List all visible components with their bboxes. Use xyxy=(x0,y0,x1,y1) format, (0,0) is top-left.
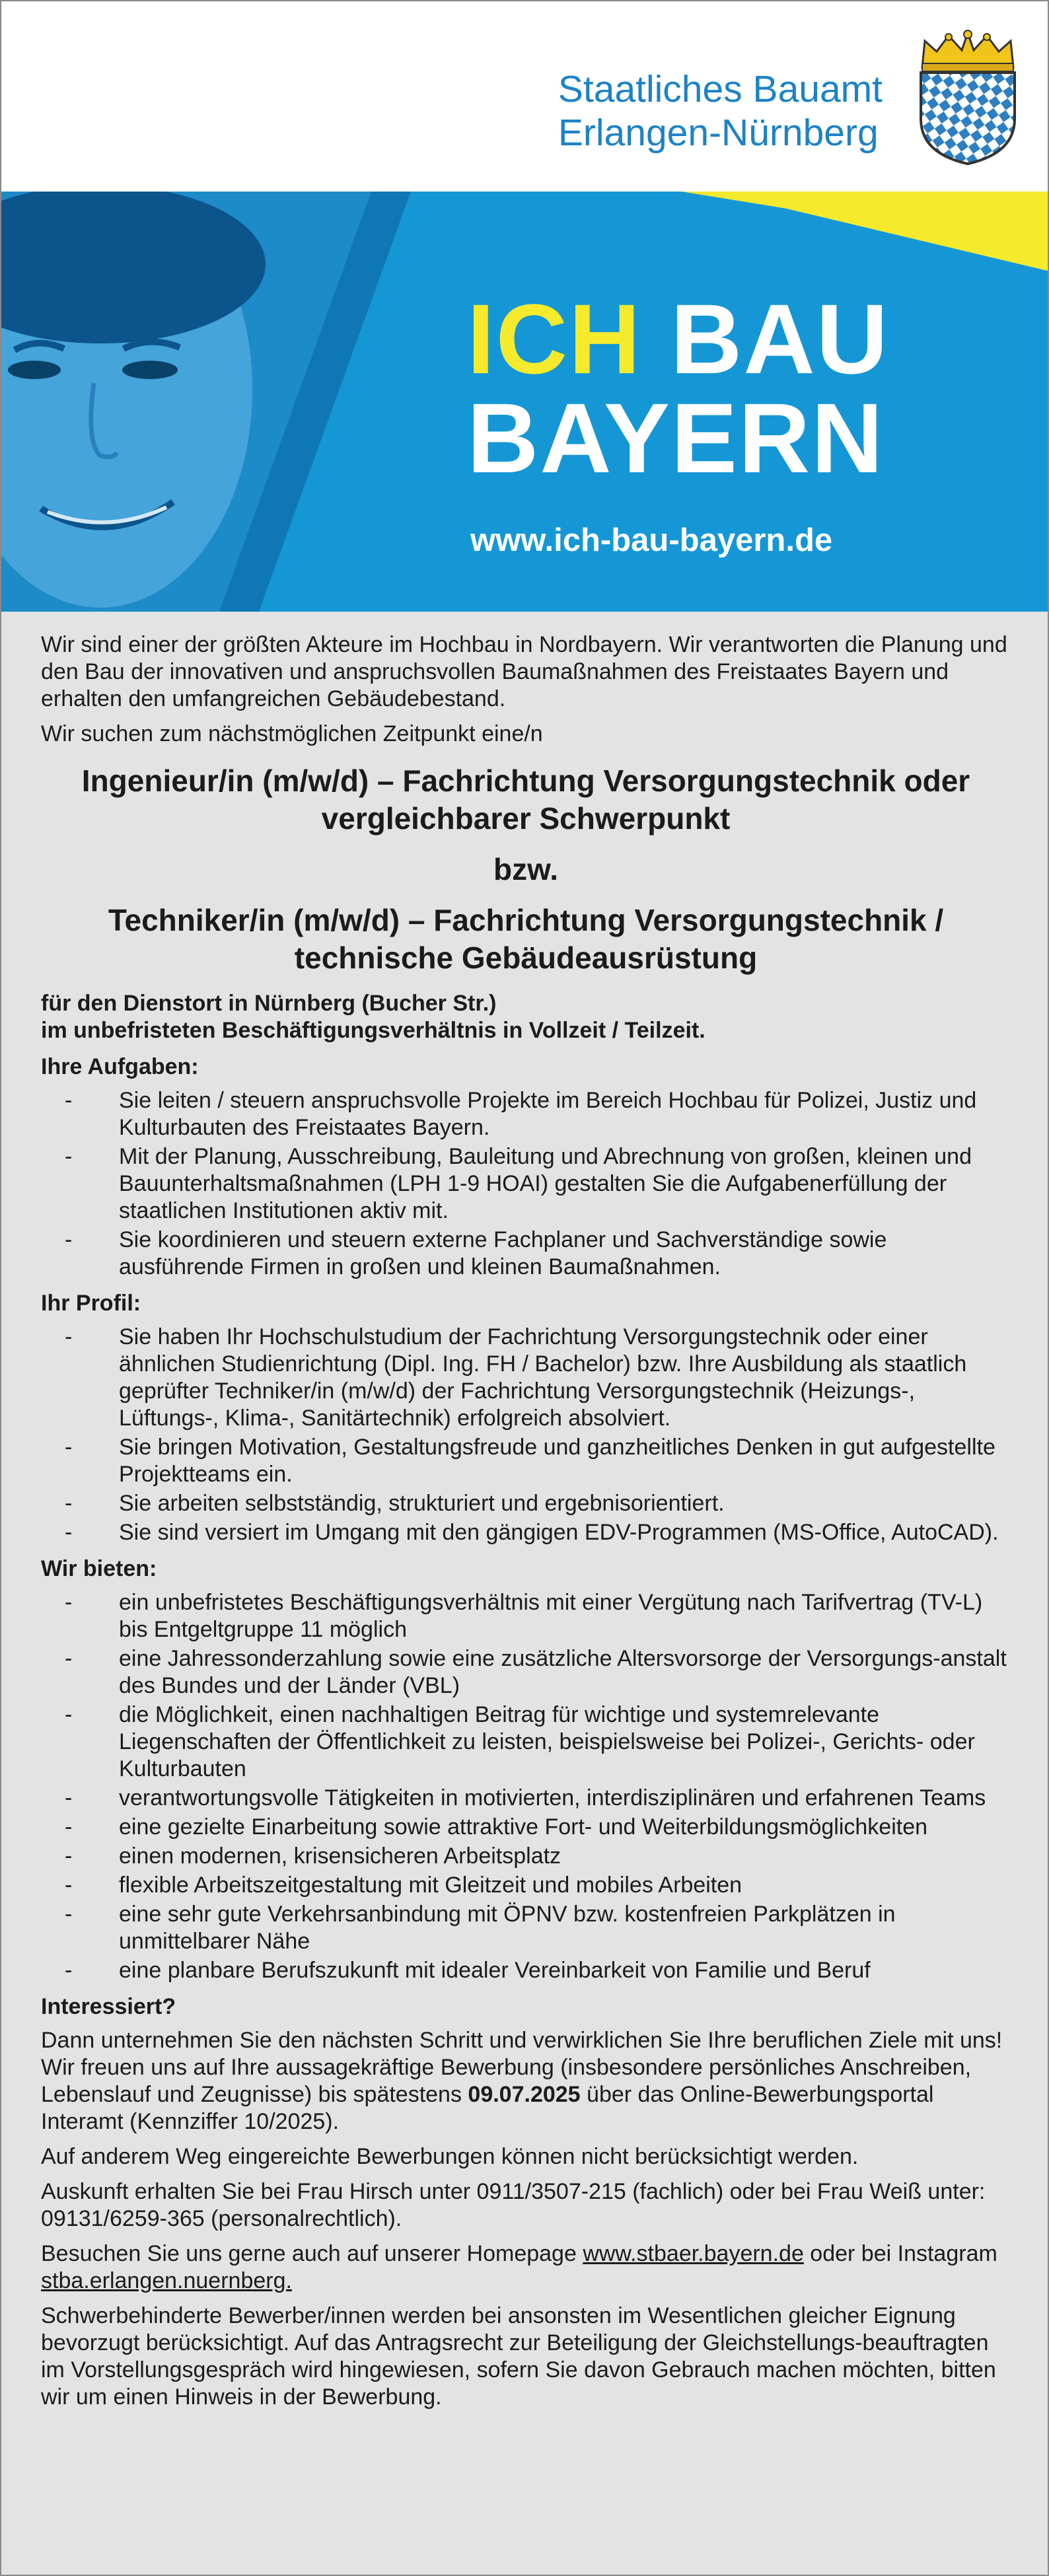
profile-heading: Ihr Profil: xyxy=(41,1291,141,1316)
header xyxy=(1,1,1048,192)
list-item: - Sie arbeiten selbstständig, strukturiert und ergebnisorientiert. xyxy=(41,1490,1011,1517)
list-item: - ein unbefristetes Beschäftigungsverhältnis mit einer Vergütung nach Tarifvertrag (TV-L) bis Entgeltgruppe 11 möglich xyxy=(41,1589,1011,1643)
application-paragraph xyxy=(41,2027,1011,2135)
list-item: - Sie koordinieren und steuern externe Fachplaner und Sachverständige sowie ausführende Firmen in großen und kleinen Baumaßnahmen. xyxy=(41,1227,1011,1281)
org-line-1: Staatliches Bauamt xyxy=(558,68,883,110)
content-area xyxy=(1,612,1048,2575)
list-item: - verantwortungsvolle Tätigkeiten in motivierten, interdisziplinären und erfahrenen Teams xyxy=(41,1785,1011,1812)
list-item: - einen modernen, krisensicheren Arbeitsplatz xyxy=(41,1843,1011,1870)
slogan-ich: ICH xyxy=(467,283,642,394)
search-line: Wir suchen zum nächstmöglichen Zeitpunkt eine/n xyxy=(41,721,543,746)
job-location: für den Dienstort in Nürnberg (Bucher Str.) xyxy=(41,991,497,1016)
list-item: - eine sehr gute Verkehrsanbindung mit ÖPNV bzw. kostenfreien Parkplätzen in unmittelbarer Nähe xyxy=(41,1901,1011,1955)
hero-banner xyxy=(1,192,1048,612)
bavarian-crest-icon xyxy=(916,26,1020,166)
visit-paragraph xyxy=(41,2240,1011,2295)
closing-heading: Interessiert? xyxy=(41,1994,176,2019)
list-item: - flexible Arbeitszeitgestaltung mit Gleitzeit und mobiles Arbeiten xyxy=(41,1872,1011,1899)
instagram-link[interactable]: stba.erlangen.nuernberg. xyxy=(41,2268,292,2293)
list-item: - eine planbare Berufszukunft mit idealer Vereinbarkeit von Familie und Beruf xyxy=(41,1957,1011,1984)
list-item: - die Möglichkeit, einen nachhaltigen Beitrag für wichtige und systemrelevante Liegenschaften der Öffentlichkeit zu leisten, beispielsweise bei Polizei-, Gerichts- oder Kulturbauten xyxy=(41,1701,1011,1783)
campaign-website[interactable]: www.ich-bau-bayern.de xyxy=(470,522,833,558)
instagram-text: oder bei Instagram xyxy=(803,2241,997,2266)
application-deadline: 09.07.2025 xyxy=(468,2082,581,2107)
list-item: - Sie haben Ihr Hochschulstudium der Fachrichtung Versorgungstechnik oder einer ähnlichen Studienrichtung (Dipl. Ing. FH / Bachelor) bzw. Ihre Ausbildung als staatlich geprüfter Techniker/in (m/w/d) der Fachrichtung Versorgungstechnik (Heizungs-, Lüftungs-, Klima-, Sanitärtechnik) erfolgreich absolviert. xyxy=(41,1324,1011,1432)
job-title-or: bzw. xyxy=(493,852,558,886)
list-item: - eine gezielte Einarbeitung sowie attraktive Fort- und Weiterbildungsmöglichkeiten xyxy=(41,1814,1011,1841)
profile-list xyxy=(41,1324,1011,1546)
tasks-list xyxy=(41,1087,1011,1281)
other-way-notice: Auf anderem Weg eingereichte Bewerbungen können nicht berücksichtigt werden. xyxy=(41,2144,859,2169)
organization-name xyxy=(558,67,883,155)
disability-notice: Schwerbehinderte Bewerber/innen werden bei ansonsten im Wesentlichen gleicher Eignung bevorzugt berücksichtigt. Auf das Antragsrecht zur Beteiligung der Gleichstellungs-beauftragten im Vorstellungsgespräch wird hingewiesen, sofern Sie davon Gebrauch machen möchten, bitten wir um einen Hinweis in der Bewerbung. xyxy=(41,2303,996,2410)
list-item: - Sie sind versiert im Umgang mit den gängigen EDV-Programmen (MS-Office, AutoCAD). xyxy=(41,1519,1011,1546)
slogan-bayern: BAYERN xyxy=(467,382,885,493)
offer-list xyxy=(41,1589,1011,1984)
list-item: - Mit der Planung, Ausschreibung, Bauleitung und Abrechnung von großen, kleinen und Bauunterhaltsmaßnahmen (LPH 1-9 HOAI) gestalten Sie die Aufgabenerfüllung der staatlichen Institutionen aktiv mit. xyxy=(41,1143,1011,1225)
application-text: Dann unternehmen Sie den nächsten Schritt und verwirklichen Sie Ihre beruflichen Ziele mit uns! Wir freuen uns auf Ihre aussagekräftige Bewerbung (insbesondere persönliches Anschreiben, Lebenslauf und Zeugnisse) bis spätestens xyxy=(41,2028,1003,2107)
job-title-technician: Techniker/in (m/w/d) – Fachrichtung Versorgungstechnik / technische Gebäudeausrüstung xyxy=(108,903,944,975)
content-text xyxy=(41,631,1011,2419)
application-portal-text: über das Online-Bewerbungsportal Interamt (Kennziffer 10/2025). xyxy=(41,2082,934,2134)
slogan xyxy=(467,283,889,493)
tasks-heading: Ihre Aufgaben: xyxy=(41,1054,199,1079)
job-employment-type: im unbefristeten Beschäftigungsverhältnis in Vollzeit / Teilzeit. xyxy=(41,1018,705,1043)
job-title-engineer: Ingenieur/in (m/w/d) – Fachrichtung Versorgungstechnik oder vergleichbarer Schwerpunkt xyxy=(81,764,970,836)
intro-paragraph: Wir sind einer der größten Akteure im Hochbau in Nordbayern. Wir verantworten die Planung und den Bau der innovativen und anspruchsvollen Baumaßnahmen des Freistaates Bayern und erhalten den umfangreichen Gebäudebestand. xyxy=(41,632,1007,711)
visit-text: Besuchen Sie uns gerne auch auf unserer Homepage xyxy=(41,2241,583,2266)
org-line-2: Erlangen-Nürnberg xyxy=(558,112,879,154)
slogan-bau: BAU xyxy=(670,283,889,394)
list-item: - eine Jahressonderzahlung sowie eine zusätzliche Altersvorsorge der Versorgungs-anstalt des Bundes und der Länder (VBL) xyxy=(41,1645,1011,1699)
list-item: - Sie leiten / steuern anspruchsvolle Projekte im Bereich Hochbau für Polizei, Justiz und Kulturbauten des Freistaates Bayern. xyxy=(41,1087,1011,1141)
offer-heading: Wir bieten: xyxy=(41,1556,157,1581)
homepage-link[interactable]: www.stbaer.bayern.de xyxy=(583,2241,804,2266)
list-item: - Sie bringen Motivation, Gestaltungsfreude und ganzheitliches Denken in gut aufgestellte Projektteams ein. xyxy=(41,1434,1011,1488)
contact-info: Auskunft erhalten Sie bei Frau Hirsch unter 0911/3507-215 (fachlich) oder bei Frau Weiß unter: 09131/6259-365 (personalrechtlich). xyxy=(41,2179,986,2231)
